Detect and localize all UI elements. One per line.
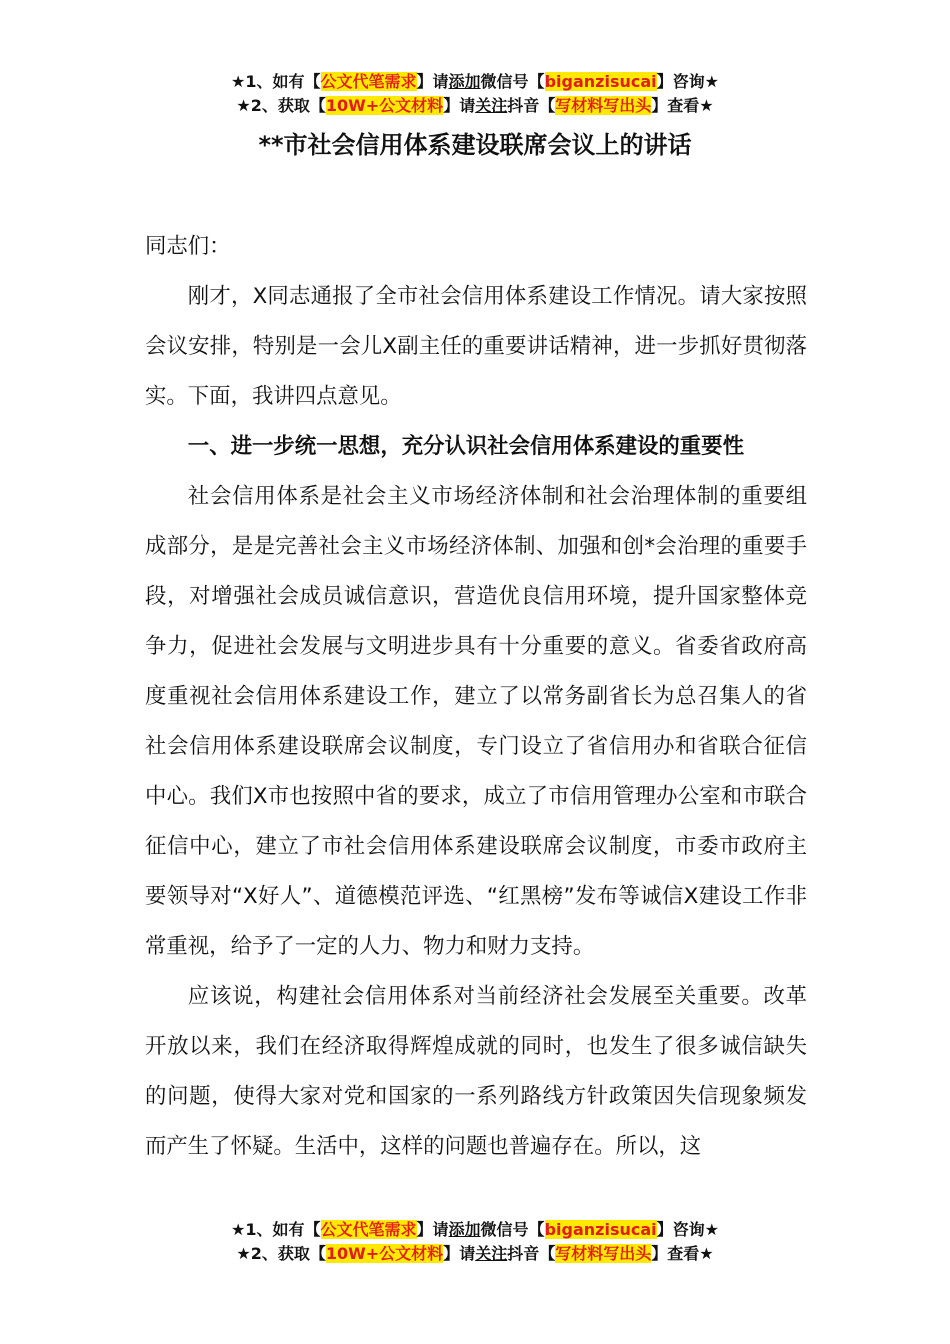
banner-text: 】请 <box>416 1220 449 1239</box>
banner-text: 】请 <box>443 96 476 115</box>
banner-highlight-douyin-id: 写材料写出头 <box>555 96 652 115</box>
paragraph-2: 社会信用体系是社会主义市场经济体制和社会治理体制的重要组成部分，是是完善社会主义市场经济体制、加强和创*会治理的重要手段，对增强社会成员诚信意识，营造优良信用环境，提升国家整体竞争力，促进社会发展与文明进步具有十分重要的意义。省委省政府高度重视社会信用体系建设工作，建立了以常务副省长为总召集人的省社会信用体系建设联席会议制度，专门设立了省信用办和省联合征信中心。我们X市也按照中省的要求，成立了市信用管理办公室和市联合征信中心，建立了市社会信用体系建设联席会议制度，市委市政府主要领导对“X好人”、道德模范评选、“红黑榜”发布等诚信X建设工作非常重视，给予了一定的人力、物力和财力支持。 <box>145 484 807 959</box>
banner-highlight-wechat-id: biganzisucai <box>544 72 657 91</box>
footer-banner <box>0 1218 950 1266</box>
salutation: 同志们： <box>145 234 231 259</box>
banner-highlight: 10W+公文材料 <box>325 96 444 115</box>
banner-text: ★2、获取【 <box>236 96 326 115</box>
banner-highlight-wechat-id: biganzisucai <box>544 1220 657 1239</box>
banner-highlight: 公文代笔需求 <box>320 72 417 91</box>
banner-text: 】请 <box>443 1244 476 1263</box>
banner-text: 抖音【 <box>507 1244 556 1263</box>
banner-text: 】请 <box>416 72 449 91</box>
banner-text: 抖音【 <box>507 96 556 115</box>
banner-underlined: 添加 <box>448 72 481 91</box>
paragraph-1: 刚才，X同志通报了全市社会信用体系建设工作情况。请大家按照会议安排，特别是一会儿X副主任的重要讲话精神，进一步抓好贯彻落实。下面，我讲四点意见。 <box>145 284 807 409</box>
document-title: **市社会信用体系建设联席会议上的讲话 <box>258 131 692 159</box>
banner-underlined: 添加 <box>448 1220 481 1239</box>
banner-highlight-douyin-id: 写材料写出头 <box>555 1244 652 1263</box>
banner-highlight: 10W+公文材料 <box>325 1244 444 1263</box>
banner-text: 】咨询★ <box>656 1220 719 1239</box>
banner-underlined: 关注 <box>475 96 508 115</box>
banner-text: 】查看★ <box>651 96 714 115</box>
banner-text: 】咨询★ <box>656 72 719 91</box>
banner-line-2 <box>0 94 950 118</box>
section-heading-1: 一、进一步统一思想，充分认识社会信用体系建设的重要性 <box>187 434 744 459</box>
banner-text: ★1、如有【 <box>231 72 321 91</box>
paragraph-3: 应该说，构建社会信用体系对当前经济社会发展至关重要。改革开放以来，我们在经济取得辉煌成就的同时，也发生了很多诚信缺失的问题，使得大家对党和国家的一系列路线方针政策因失信现象频发而产生了怀疑。生活中，这样的问题也普遍存在。所以，这 <box>145 984 807 1159</box>
banner-line-1 <box>0 1218 950 1242</box>
banner-text: 】查看★ <box>651 1244 714 1263</box>
banner-underlined: 关注 <box>475 1244 508 1263</box>
banner-text: 微信号【 <box>480 1220 545 1239</box>
banner-line-1 <box>0 70 950 94</box>
banner-text: 微信号【 <box>480 72 545 91</box>
banner-highlight: 公文代笔需求 <box>320 1220 417 1239</box>
banner-text: ★2、获取【 <box>236 1244 326 1263</box>
header-banner <box>0 70 950 118</box>
document-body <box>145 222 807 1172</box>
banner-line-2 <box>0 1242 950 1266</box>
banner-text: ★1、如有【 <box>231 1220 321 1239</box>
